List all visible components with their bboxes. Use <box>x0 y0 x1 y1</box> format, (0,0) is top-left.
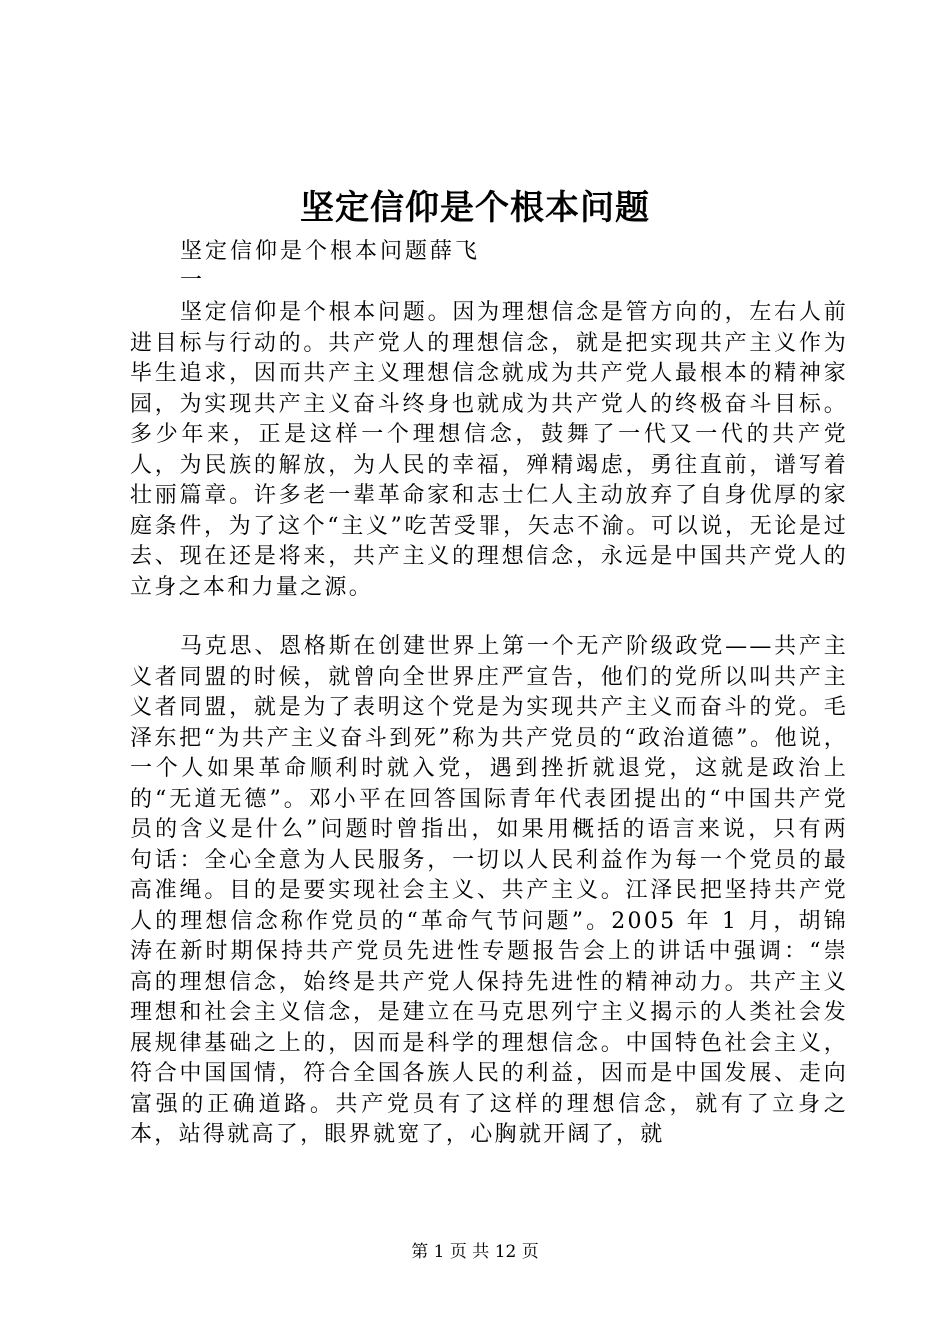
document-title: 坚定信仰是个根本问题 <box>300 188 650 228</box>
page-footer: 第 1 页 共 12 页 <box>411 1242 539 1262</box>
section-number: 一 <box>180 268 203 293</box>
body-paragraph-2: 马克思、恩格斯在创建世界上第一个无产阶级政党——共产主义者同盟的时候，就曾向全世界庄严宣告，他们的党所以叫共产主义者同盟，就是为了表明这个党是为实现共产主义而奋斗的党。毛泽东把“为共产主义奋斗到死”称为共产党员的“政治道德”。他说，一个人如果革命顺利时就入党，遇到挫折就退党，这就是政治上的“无道无德”。邓小平在回答国际青年代表团提出的“中国共产党员的含义是什么”问题时曾指出，如果用概括的语言来说，只有两句话：全心全意为人民服务，一切以人民利益作为每一个党员的最高准绳。目的是要实现社会主义、共产主义。江泽民把坚持共产党人的理想信念称作党员的“革命气节问题”。2005 年 1 月，胡锦涛在新时期保持共产党员先进性专题报告会上的讲话中强调：“崇高的理想信念，始终是共产党人保持先进性的精神动力。共产主义理想和社会主义信念，是建立在马克思列宁主义揭示的人类社会发展规律基础之上的，因而是科学的理想信念。中国特色社会主义，符合中国国情，符合全国各族人民的利益，因而是中国发展、走向富强的正确道路。共产党员有了这样的理想信念，就有了立身之本，站得就高了，眼界就宽了，心胸就开阔了，就 <box>130 634 848 1147</box>
document-subtitle: 坚定信仰是个根本问题薛飞 <box>180 239 481 264</box>
body-paragraph-1: 坚定信仰是个根本问题。因为理想信念是管方向的，左右人前进目标与行动的。共产党人的理想信念，就是把实现共产主义作为毕生追求，因而共产主义理想信念就成为共产党人最根本的精神家园，为实现共产主义奋斗终身也就成为共产党人的终极奋斗目标。多少年来，正是这样一个理想信念，鼓舞了一代又一代的共产党人，为民族的解放，为人民的幸福，殚精竭虑，勇往直前，谱写着壮丽篇章。许多老一辈革命家和志士仁人主动放弃了自身优厚的家庭条件，为了这个“主义”吃苦受罪，矢志不渝。可以说，无论是过去、现在还是将来，共产主义的理想信念，永远是中国共产党人的立身之本和力量之源。 <box>130 300 848 600</box>
